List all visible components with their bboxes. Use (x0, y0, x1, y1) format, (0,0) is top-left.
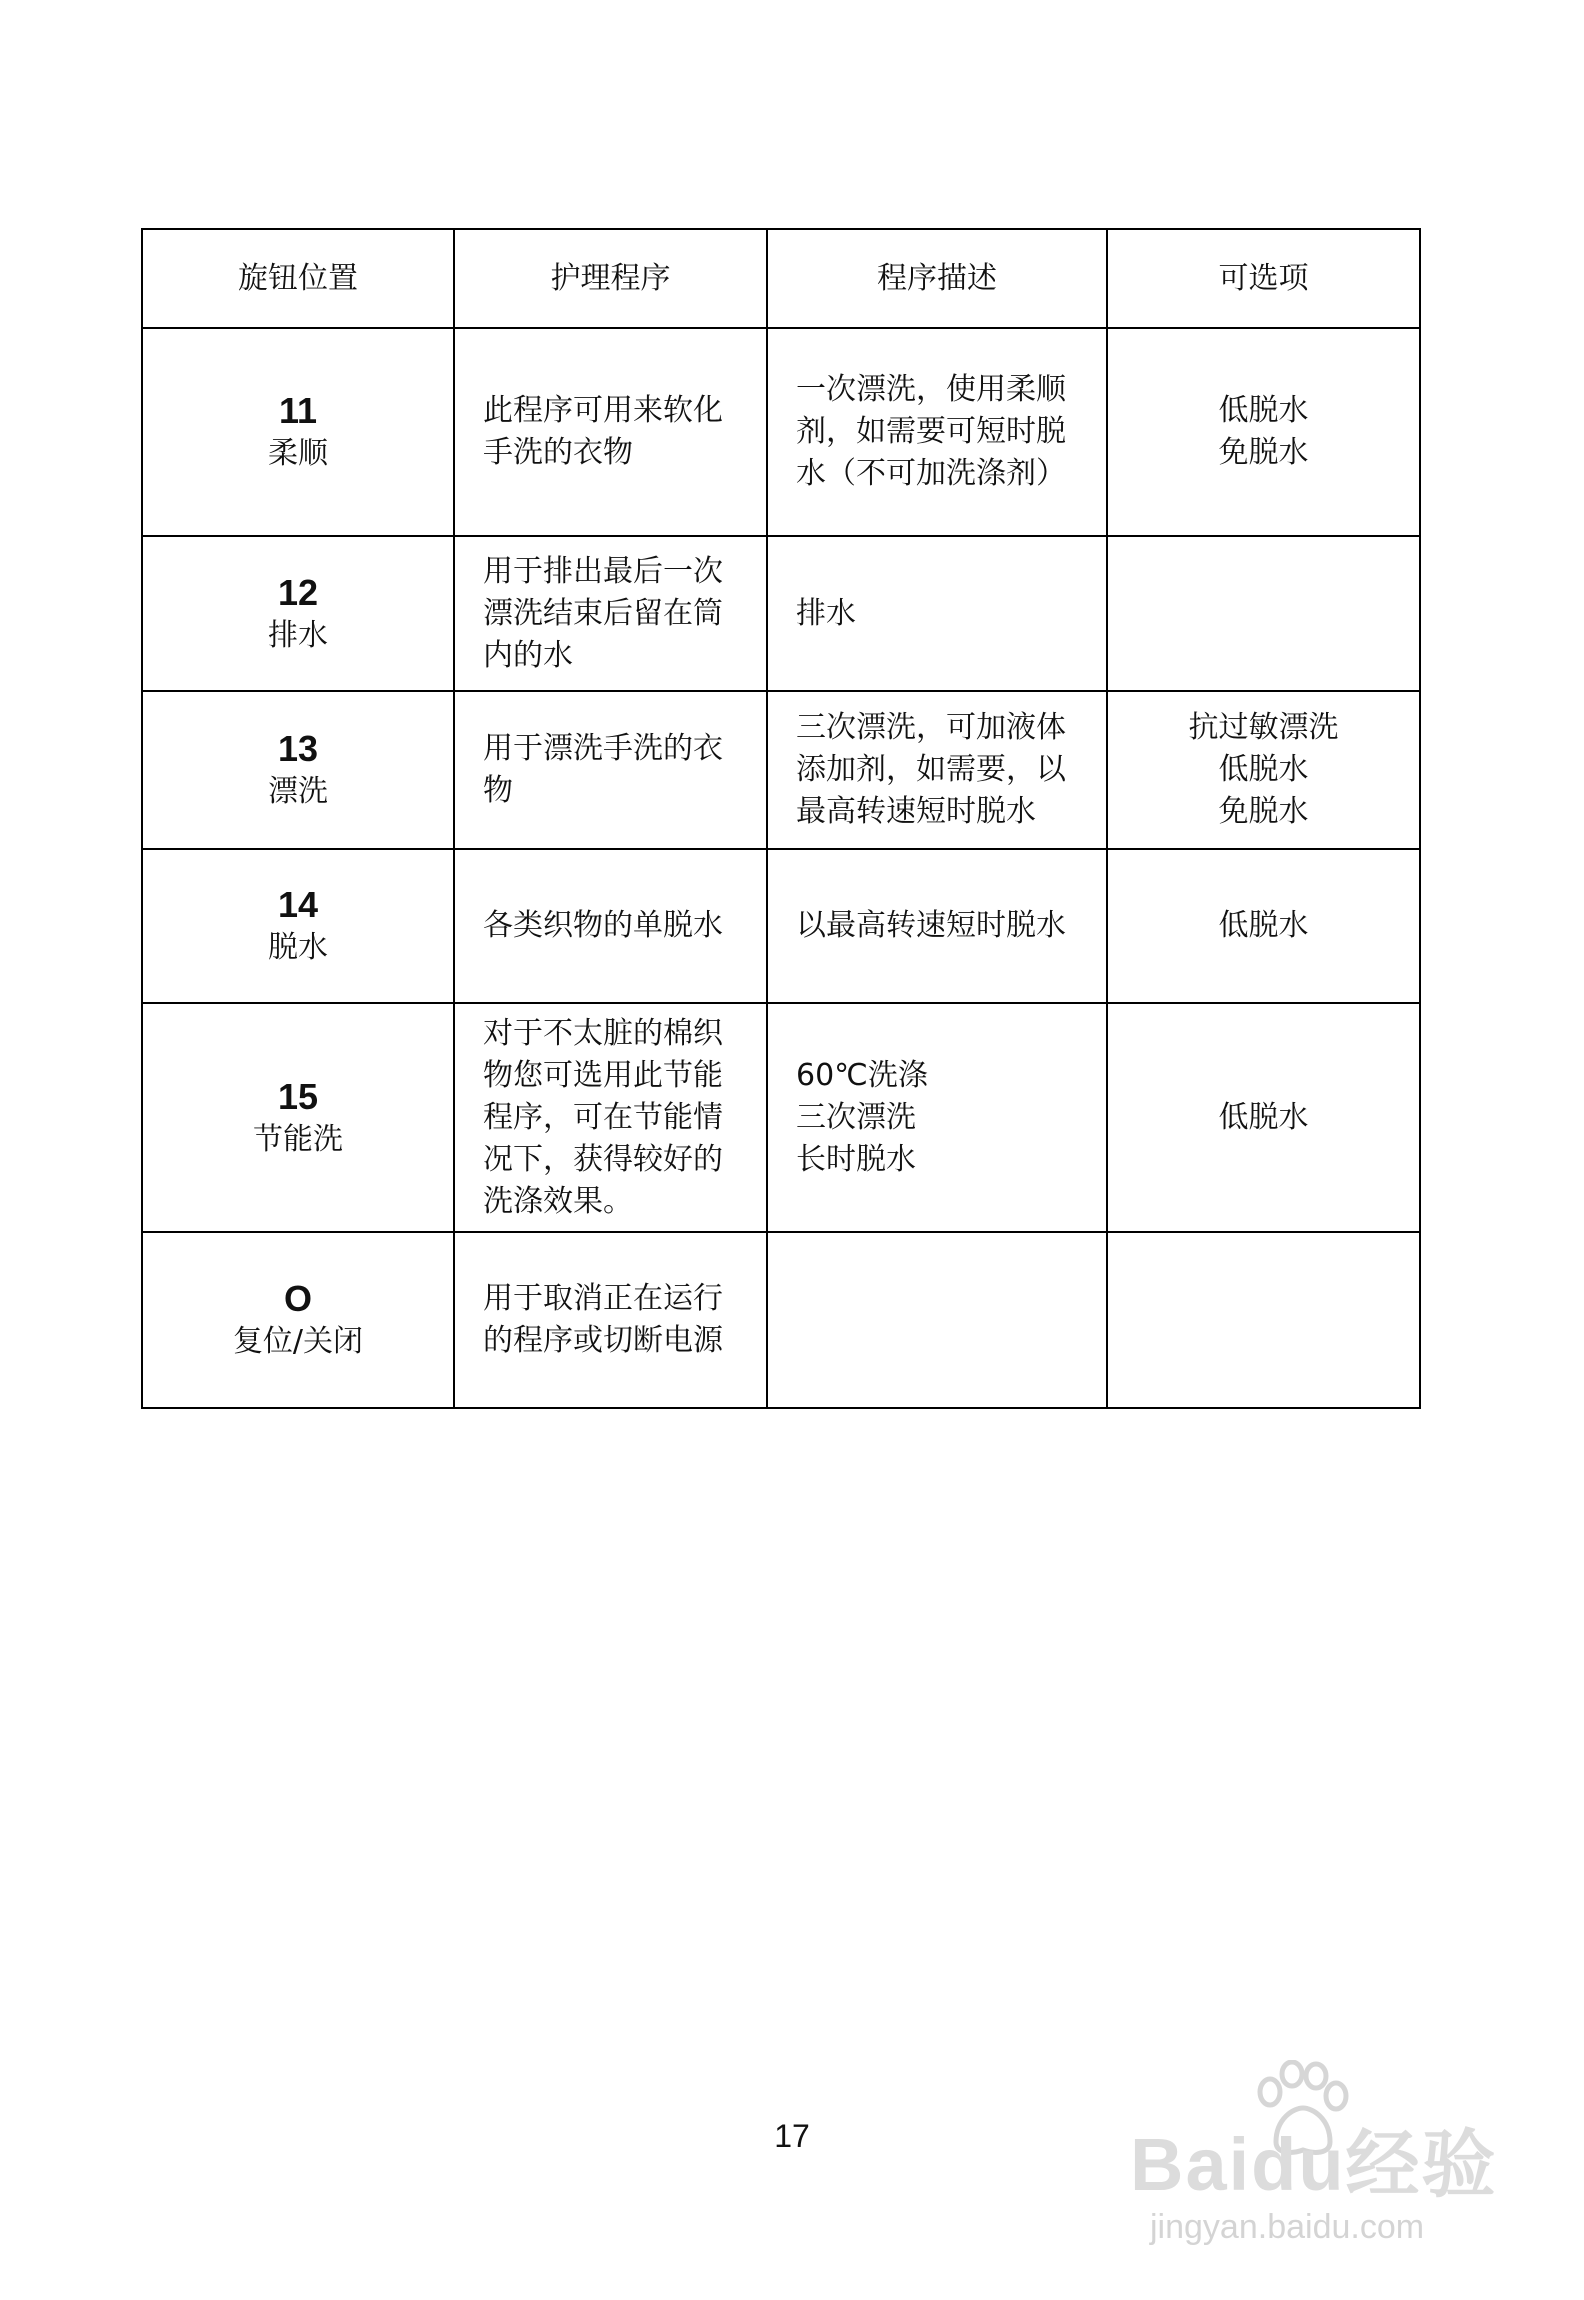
option-line: 免脱水 (1218, 794, 1309, 829)
options-cell (1107, 1232, 1420, 1408)
program-cell (454, 691, 767, 849)
description-cell (767, 536, 1107, 691)
table-row (142, 1003, 1420, 1232)
program-line: 各类织物的单脱水 (483, 908, 723, 943)
page-number: 17 (774, 2118, 810, 2154)
header-knob-position: 旋钮位置 (142, 229, 454, 328)
options-cell (1107, 1003, 1420, 1232)
table-header-row (142, 229, 1420, 328)
program-line: 物 (483, 773, 513, 808)
program-line: 况下，获得较好的 (483, 1141, 723, 1177)
description-line: 剂，如需要可短时脱 (796, 414, 1066, 449)
program-line: 内的水 (483, 637, 573, 673)
position-label: 节能洗 (253, 1121, 343, 1157)
description-line: 三次漂洗 (796, 1099, 916, 1135)
description-cell (767, 328, 1107, 536)
options-cell (1107, 849, 1420, 1003)
watermark-logo: Baidu经验 (1130, 2123, 1498, 2206)
program-line: 对于不太脏的棉织 (483, 1015, 723, 1051)
position-label: 漂洗 (268, 774, 328, 809)
description-line: 60℃洗涤 (796, 1057, 928, 1093)
description-line: 排水 (796, 595, 856, 631)
watermark-url: jingyan.baidu.com (1150, 2208, 1425, 2246)
description-line: 一次漂洗，使用柔顺 (796, 372, 1066, 407)
position-cell (142, 849, 454, 1003)
position-number: O (283, 1278, 312, 1319)
program-cell (454, 536, 767, 691)
position-cell (142, 328, 454, 536)
option-line: 低脱水 (1218, 752, 1309, 787)
position-number: 14 (277, 884, 319, 925)
program-cell (454, 1003, 767, 1232)
position-label: 排水 (268, 617, 328, 653)
option-line: 低脱水 (1218, 908, 1309, 943)
description-line: 以最高转速短时脱水 (796, 908, 1066, 943)
table-row (142, 691, 1420, 849)
options-cell (1107, 691, 1420, 849)
position-cell (142, 536, 454, 691)
program-line: 物您可选用此节能 (483, 1057, 723, 1093)
options-cell (1107, 536, 1420, 691)
program-table (141, 228, 1421, 1409)
description-cell (767, 1232, 1107, 1408)
description-cell (767, 691, 1107, 849)
position-label: 复位/关闭 (232, 1324, 364, 1359)
program-line: 手洗的衣物 (483, 435, 633, 470)
program-cell (454, 849, 767, 1003)
position-cell (142, 691, 454, 849)
program-line: 用于排出最后一次 (483, 553, 723, 589)
description-line: 长时脱水 (796, 1141, 916, 1177)
position-number: 12 (277, 571, 319, 613)
program-line: 洗涤效果。 (483, 1183, 633, 1219)
description-line: 三次漂洗，可加液体 (796, 710, 1066, 745)
program-cell (454, 1232, 767, 1408)
description-line: 最高转速短时脱水 (796, 794, 1036, 829)
table-row (142, 1232, 1420, 1408)
description-cell (767, 849, 1107, 1003)
option-line: 抗过敏漂洗 (1188, 710, 1339, 745)
program-line: 用于漂洗手洗的衣 (483, 731, 723, 766)
program-line: 此程序可用来软化 (483, 393, 723, 428)
watermark (1130, 2060, 1530, 2260)
program-line: 的程序或切断电源 (483, 1323, 723, 1358)
position-cell (142, 1232, 454, 1408)
position-label: 脱水 (268, 930, 328, 965)
position-cell (142, 1003, 454, 1232)
header-options: 可选项 (1107, 229, 1420, 328)
table-row (142, 849, 1420, 1003)
options-cell (1107, 328, 1420, 536)
description-line: 水（不可加洗涤剂） (796, 456, 1066, 491)
table-row (142, 328, 1420, 536)
program-cell (454, 328, 767, 536)
position-number: 11 (278, 390, 318, 431)
option-line: 低脱水 (1218, 1099, 1309, 1135)
description-line: 添加剂，如需要，以 (796, 752, 1066, 787)
header-care-program: 护理程序 (454, 229, 767, 328)
position-number: 13 (277, 728, 319, 769)
table-row (142, 536, 1420, 691)
program-line: 用于取消正在运行 (483, 1281, 723, 1316)
program-line: 漂洗结束后留在筒 (483, 595, 723, 631)
program-line: 程序，可在节能情 (483, 1099, 723, 1135)
position-number: 15 (277, 1075, 319, 1117)
option-line: 免脱水 (1218, 435, 1309, 470)
header-program-description: 程序描述 (767, 229, 1107, 328)
description-cell (767, 1003, 1107, 1232)
position-label: 柔顺 (268, 436, 328, 471)
option-line: 低脱水 (1218, 393, 1309, 428)
